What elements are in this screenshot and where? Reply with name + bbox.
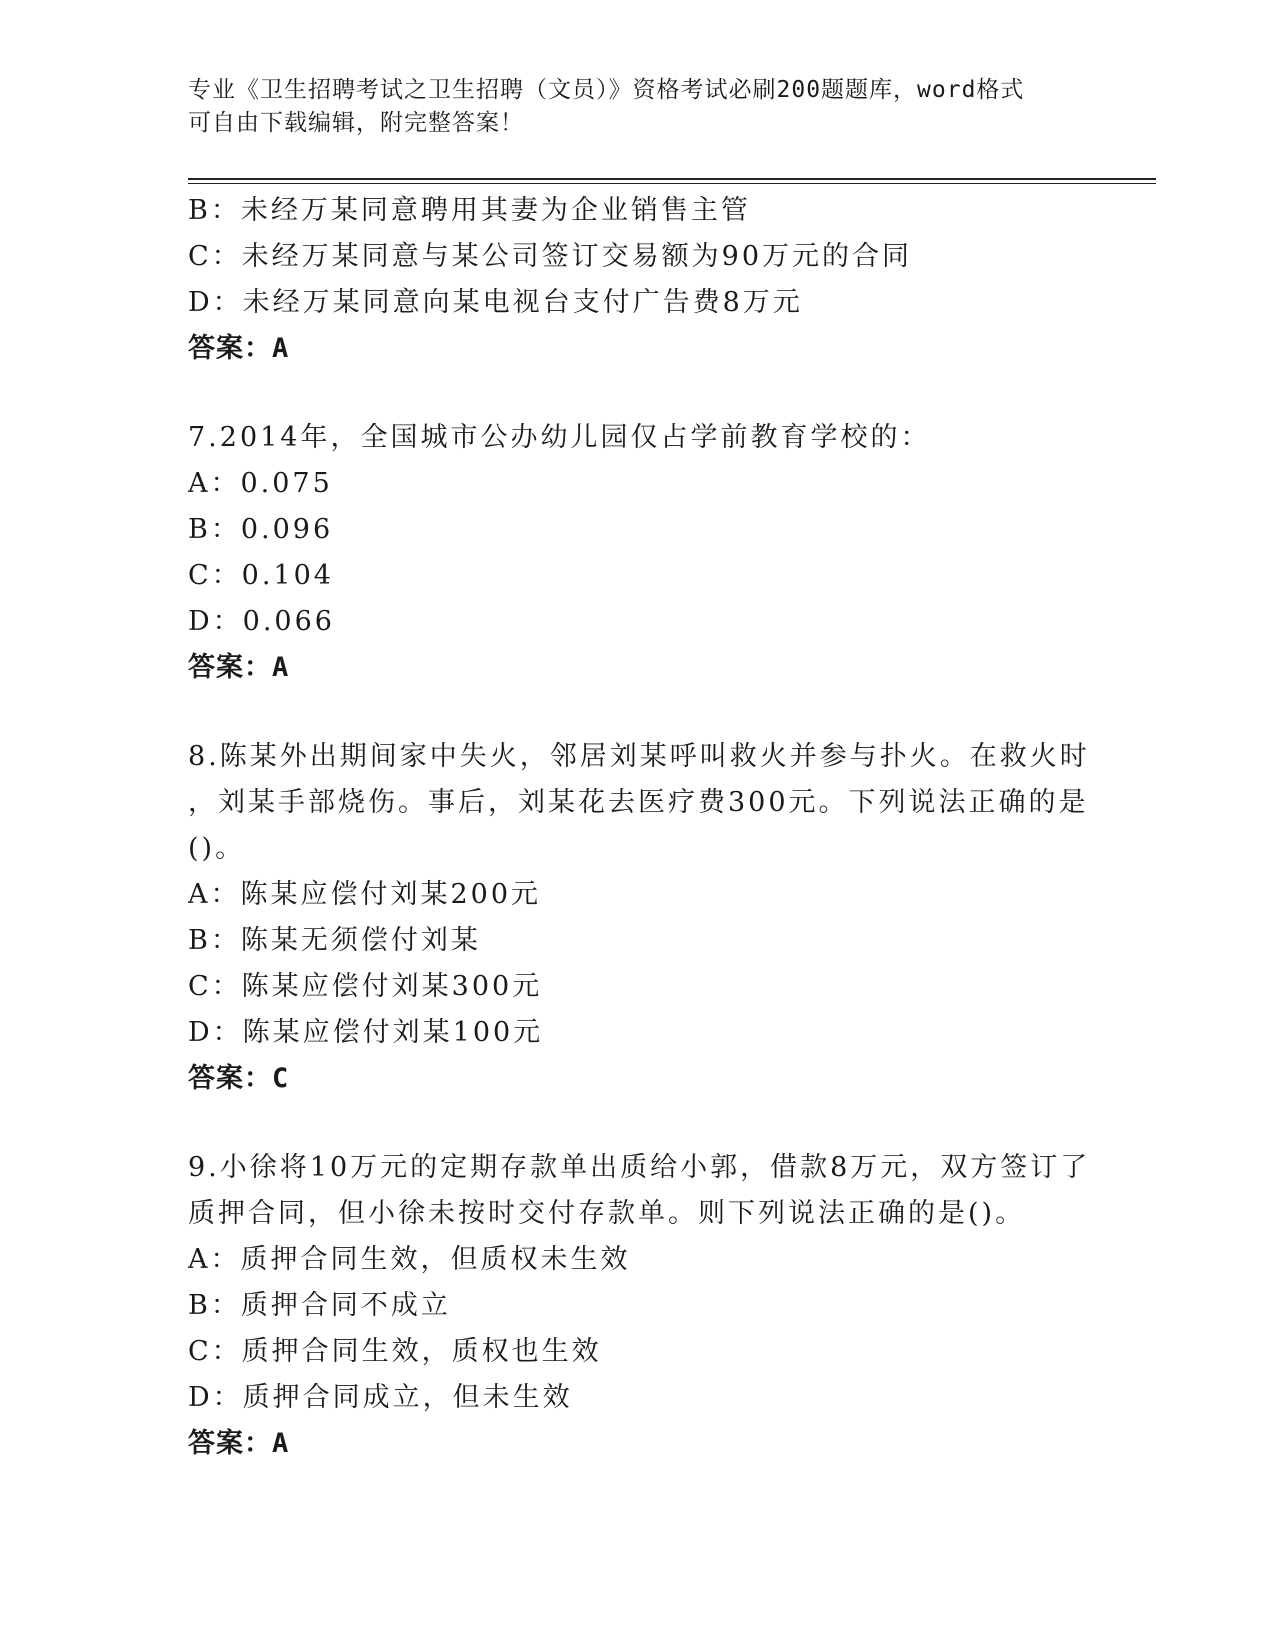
question-6-continued [188, 188, 1088, 372]
question-9 [188, 1145, 1091, 1467]
option-c: C：未经万某同意与某公司签订交易额为90万元的合同 [188, 241, 913, 272]
question-8 [188, 734, 1088, 1102]
option-d: D：未经万某同意向某电视台支付广告费8万元 [188, 287, 803, 318]
header-rule-thick [188, 178, 1156, 180]
option-c: C：质押合同生效，质权也生效 [188, 1336, 602, 1367]
document-header [188, 74, 1088, 140]
option-c: C：陈某应偿付刘某300元 [188, 971, 543, 1002]
header-line-1: 专业《卫生招聘考试之卫生招聘（文员）》资格考试必刷200题题库，word格式 [188, 77, 1025, 103]
question-stem: 7.2014年，全国城市公办幼儿园仅占学前教育学校的： [188, 422, 931, 453]
answer: 答案：A [188, 333, 290, 364]
option-d: D：陈某应偿付刘某100元 [188, 1017, 544, 1048]
option-b: B：陈某无须偿付刘某 [188, 925, 481, 956]
answer: 答案：C [188, 1063, 290, 1094]
option-c: C：0.104 [188, 560, 334, 591]
option-d: D：0.066 [188, 606, 335, 637]
answer: 答案：A [188, 652, 290, 683]
question-stem-line-3: ()。 [188, 833, 246, 864]
option-a: A：质押合同生效，但质权未生效 [188, 1244, 631, 1275]
option-b: B：0.096 [188, 514, 334, 545]
option-a: A：0.075 [188, 468, 333, 499]
question-stem-line-2: 质押合同，但小徐未按时交付存款单。则下列说法正确的是()。 [188, 1198, 1026, 1229]
header-line-2: 可自由下载编辑，附完整答案！ [188, 110, 524, 136]
option-d: D：质押合同成立，但未生效 [188, 1382, 573, 1413]
option-b: B：未经万某同意聘用其妻为企业销售主管 [188, 195, 751, 226]
question-stem-line-1: 9.小徐将10万元的定期存款单出质给小郭，借款8万元，双方签订了 [188, 1152, 1091, 1183]
question-list [188, 188, 1091, 1467]
header-rule-thin [188, 183, 1156, 184]
question-stem-line-2: ，刘某手部烧伤。事后，刘某花去医疗费300元。下列说法正确的是 [188, 787, 1089, 818]
option-b: B：质押合同不成立 [188, 1290, 451, 1321]
answer: 答案：A [188, 1428, 290, 1459]
option-a: A：陈某应偿付刘某200元 [188, 879, 542, 910]
question-stem-line-1: 8.陈某外出期间家中失火，邻居刘某呼叫救火并参与扑火。在救火时 [188, 741, 1090, 772]
question-7 [188, 415, 1088, 691]
